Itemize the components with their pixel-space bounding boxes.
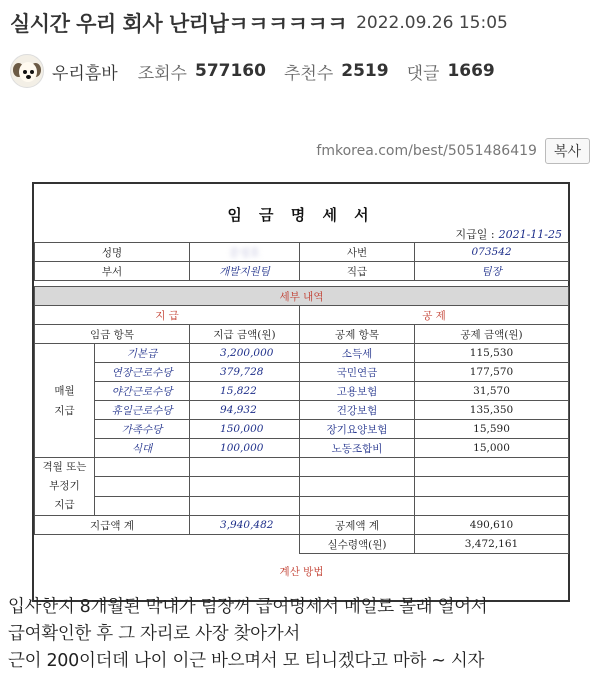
- author-name[interactable]: 우리흠바: [52, 63, 118, 84]
- likes-count: 2519: [341, 61, 389, 81]
- dept-value: 개발지원팀: [190, 262, 300, 281]
- deduct-item: 장기요양보험: [300, 420, 415, 439]
- name-value: 문성호: [190, 243, 300, 262]
- pay-date-value: 2021-11-25: [498, 228, 562, 241]
- payslip-title: 임 금 명 세 서: [227, 206, 375, 224]
- net-row: [35, 535, 569, 554]
- rank-label: 직급: [300, 262, 415, 281]
- pay-amount: 150,000: [190, 420, 300, 439]
- source-link-row: [0, 136, 590, 166]
- comments-label: 댓글: [406, 63, 440, 84]
- pay-item: 휴일근로수당: [95, 401, 190, 420]
- pay-deduct-header-row: [35, 306, 569, 325]
- post-date: 2022.09.26 15:05: [356, 13, 508, 33]
- column-header-row: [35, 325, 569, 344]
- deduct-amount: 31,570: [415, 382, 569, 401]
- deduct-amount: 15,000: [415, 439, 569, 458]
- net-label: 실수령액(원): [300, 535, 415, 554]
- info-row-dept: [35, 262, 569, 281]
- deduct-amount: 115,530: [415, 344, 569, 363]
- table-row: [35, 496, 569, 515]
- post-body: [8, 594, 594, 675]
- net-value: 3,472,161: [415, 535, 569, 554]
- deduct-item: 노동조합비: [300, 439, 415, 458]
- pay-item: 야간근로수당: [95, 382, 190, 401]
- total-row: [35, 516, 569, 535]
- table-row: [35, 401, 569, 420]
- body-line: 입사한지 8개월된 막내가 팀장꺼 급여명세서 메일로 몰래 열어서: [8, 597, 488, 617]
- deduct-item: 건강보험: [300, 401, 415, 420]
- source-url[interactable]: fmkorea.com/best/5051486419: [316, 143, 537, 159]
- section-title: 세부 내역: [35, 287, 569, 306]
- payslip-document: [32, 182, 570, 602]
- views-label: 조회수: [137, 63, 187, 84]
- table-row: [35, 363, 569, 382]
- info-row-name: [35, 243, 569, 262]
- emp-no-value: 073542: [415, 243, 569, 262]
- deduct-total-label: 공제액 계: [300, 516, 415, 535]
- pay-amount: 15,822: [190, 382, 300, 401]
- body-line: 근이 200이더데 나이 이근 바으며서 모 티니겠다고 마하 ~ 시자: [8, 651, 485, 671]
- payslip-table: [34, 242, 569, 581]
- pay-item-col: 임금 항목: [35, 325, 190, 344]
- table-row: [35, 344, 569, 363]
- pay-total-label: 지급액 계: [35, 516, 190, 535]
- post-header: [10, 8, 600, 44]
- pay-amount: 3,200,000: [190, 344, 300, 363]
- deduct-amount-col: 공제 금액(원): [415, 325, 569, 344]
- payslip-image: [0, 172, 600, 592]
- pay-item: 연장근로수당: [95, 363, 190, 382]
- irregular-label: 격월 또는 부정기 지급: [35, 458, 95, 516]
- deduct-item: 국민연금: [300, 363, 415, 382]
- bottom-section-title: 계산 방법: [279, 565, 324, 578]
- views-count: 577160: [194, 61, 266, 81]
- post-meta: [10, 52, 590, 90]
- pay-amount-col: 지급 금액(원): [190, 325, 300, 344]
- dept-label: 부서: [35, 262, 190, 281]
- pay-date: [455, 226, 562, 242]
- name-label: 성명: [35, 243, 190, 262]
- table-row: [35, 382, 569, 401]
- table-row: [35, 458, 569, 477]
- deduct-item: 고용보험: [300, 382, 415, 401]
- pay-total: 3,940,482: [190, 516, 300, 535]
- rank-value: 팀장: [415, 262, 569, 281]
- comments-count[interactable]: 1669: [447, 61, 495, 81]
- monthly-label: 매월 지급: [35, 344, 95, 458]
- pay-item: 기본급: [95, 344, 190, 363]
- deduct-amount: 135,350: [415, 401, 569, 420]
- table-row: [35, 439, 569, 458]
- deduct-header: 공 제: [300, 306, 569, 325]
- deduct-item-col: 공제 항목: [300, 325, 415, 344]
- section-header-row: [35, 287, 569, 306]
- pay-item: 가족수당: [95, 420, 190, 439]
- table-row: [35, 477, 569, 496]
- deduct-item: 소득세: [300, 344, 415, 363]
- pay-amount: 94,932: [190, 401, 300, 420]
- pay-header: 지 급: [35, 306, 300, 325]
- pay-item: 식대: [95, 439, 190, 458]
- post-title: 실시간 우리 회사 난리남ㅋㅋㅋㅋㅋㅋ: [10, 12, 348, 36]
- pay-date-label: 지급일 :: [455, 228, 495, 241]
- pay-amount: 379,728: [190, 363, 300, 382]
- bottom-section-row: [35, 562, 569, 581]
- deduct-amount: 15,590: [415, 420, 569, 439]
- copy-url-button[interactable]: 복사: [545, 138, 590, 164]
- likes-label: 추천수: [283, 63, 334, 84]
- table-row: [35, 420, 569, 439]
- deduct-total: 490,610: [415, 516, 569, 535]
- deduct-amount: 177,570: [415, 363, 569, 382]
- pay-amount: 100,000: [190, 439, 300, 458]
- body-line: 급여확인한 후 그 자리로 사장 찾아가서: [8, 624, 300, 644]
- emp-no-label: 사번: [300, 243, 415, 262]
- dog-avatar-icon[interactable]: [10, 54, 44, 88]
